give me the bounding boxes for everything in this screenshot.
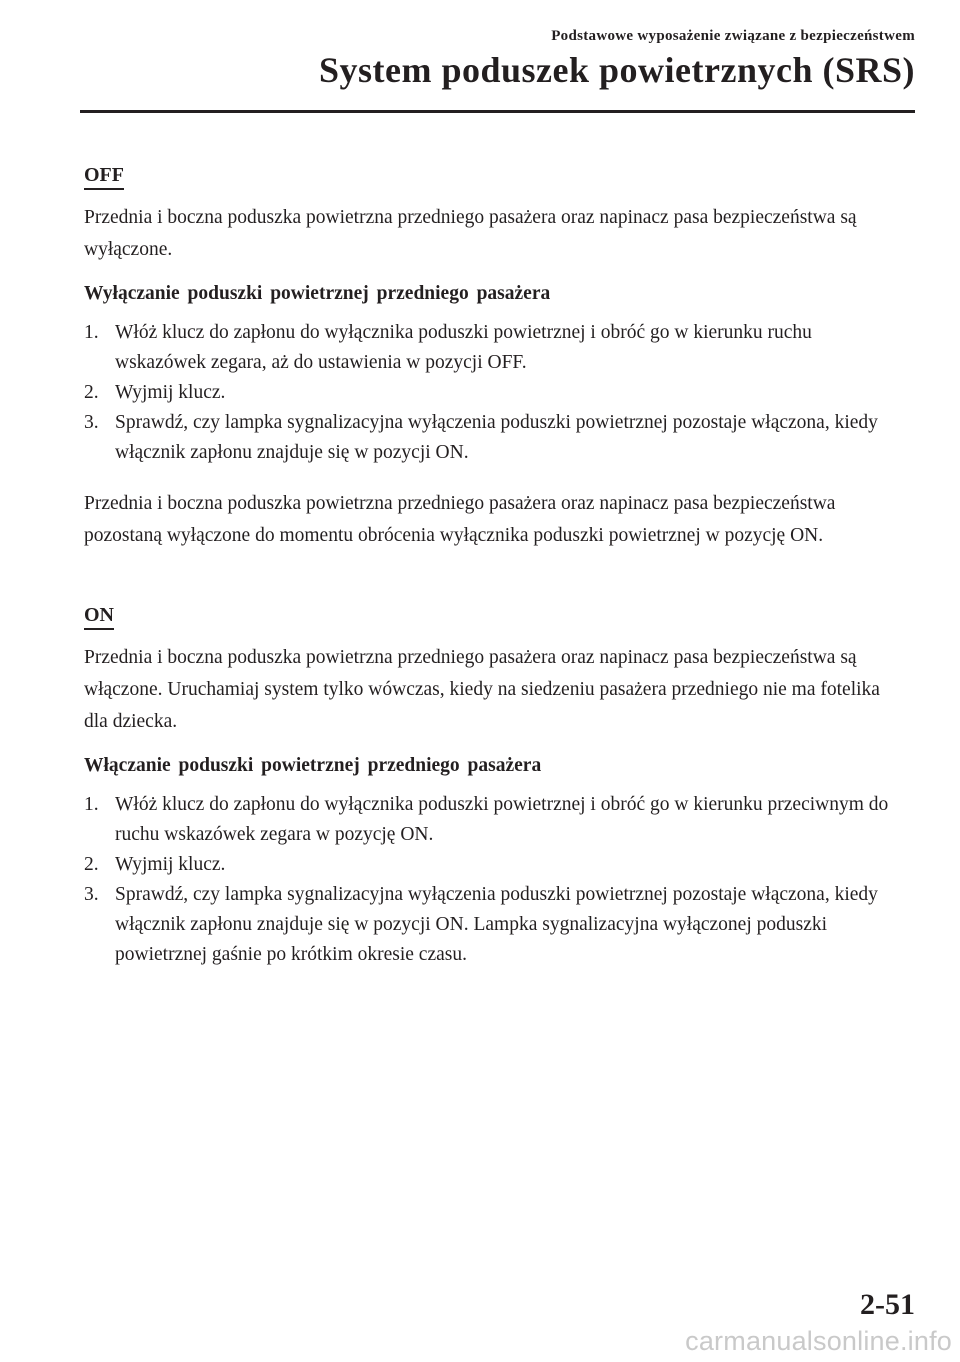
off-subheading: Wyłączanie poduszki powietrznej przedniego pasażera — [84, 283, 551, 304]
step-number: 1. — [84, 322, 99, 343]
list-item — [84, 318, 894, 378]
step-number: 2. — [84, 382, 99, 403]
step-number: 1. — [84, 794, 99, 815]
on-section — [84, 600, 894, 970]
page-content — [84, 160, 894, 970]
step-text: Sprawdź, czy lampka sygnalizacyjna wyłączenia poduszki powietrznej pozostaje włączona, kiedy włącznik zapłonu znajduje się w pozycji ON. — [115, 412, 878, 463]
watermark: carmanualsonline.info — [685, 1326, 952, 1356]
step-number: 2. — [84, 854, 99, 875]
list-item — [84, 408, 894, 468]
on-subheading: Włączanie poduszki powietrznej przedniego pasażera — [84, 755, 542, 776]
chapter-title: Podstawowe wyposażenie związane z bezpieczeństwem — [551, 28, 915, 44]
on-intro: Przednia i boczna poduszka powietrzna przedniego pasażera oraz napinacz pasa bezpieczeństwa są włączone. Uruchamiaj system tylko wówczas, kiedy na siedzeniu pasażera przedniego nie ma fotelika dla dziecka. — [84, 647, 880, 732]
step-text: Sprawdź, czy lampka sygnalizacyjna wyłączenia poduszki powietrznej pozostaje włączona, kiedy włącznik zapłonu znajduje się w pozycji ON. Lampka sygnalizacyjna wyłączonej poduszki powietrznej gaśnie po krótkim okresie czasu. — [115, 884, 878, 965]
on-heading: ON — [84, 603, 114, 630]
step-text: Wyjmij klucz. — [115, 382, 226, 403]
list-item — [84, 850, 894, 880]
off-section — [84, 160, 894, 552]
step-text: Wyjmij klucz. — [115, 854, 226, 875]
page-header — [319, 28, 915, 91]
list-item — [84, 378, 894, 408]
step-number: 3. — [84, 884, 99, 905]
step-number: 3. — [84, 412, 99, 433]
step-text: Włóż klucz do zapłonu do wyłącznika poduszki powietrznej i obróć go w kierunku przeciwnym do ruchu wskazówek zegara w pozycję ON. — [115, 794, 889, 845]
header-divider — [80, 110, 915, 113]
list-item — [84, 880, 894, 970]
on-steps-list — [84, 790, 894, 970]
off-note: Przednia i boczna poduszka powietrzna przedniego pasażera oraz napinacz pasa bezpieczeństwa pozostaną wyłączone do momentu obrócenia wyłącznika poduszki powietrznej w pozycję ON. — [84, 493, 836, 546]
off-intro: Przednia i boczna poduszka powietrzna przedniego pasażera oraz napinacz pasa bezpieczeństwa są wyłączone. — [84, 207, 857, 260]
step-text: Włóż klucz do zapłonu do wyłącznika poduszki powietrznej i obróć go w kierunku ruchu wskazówek zegara, aż do ustawienia w pozycji OFF. — [115, 322, 812, 373]
off-steps-list — [84, 318, 894, 468]
section-title: System poduszek powietrznych (SRS) — [318, 50, 915, 90]
page-number: 2-51 — [860, 1288, 915, 1321]
list-item — [84, 790, 894, 850]
off-heading: OFF — [84, 163, 124, 190]
